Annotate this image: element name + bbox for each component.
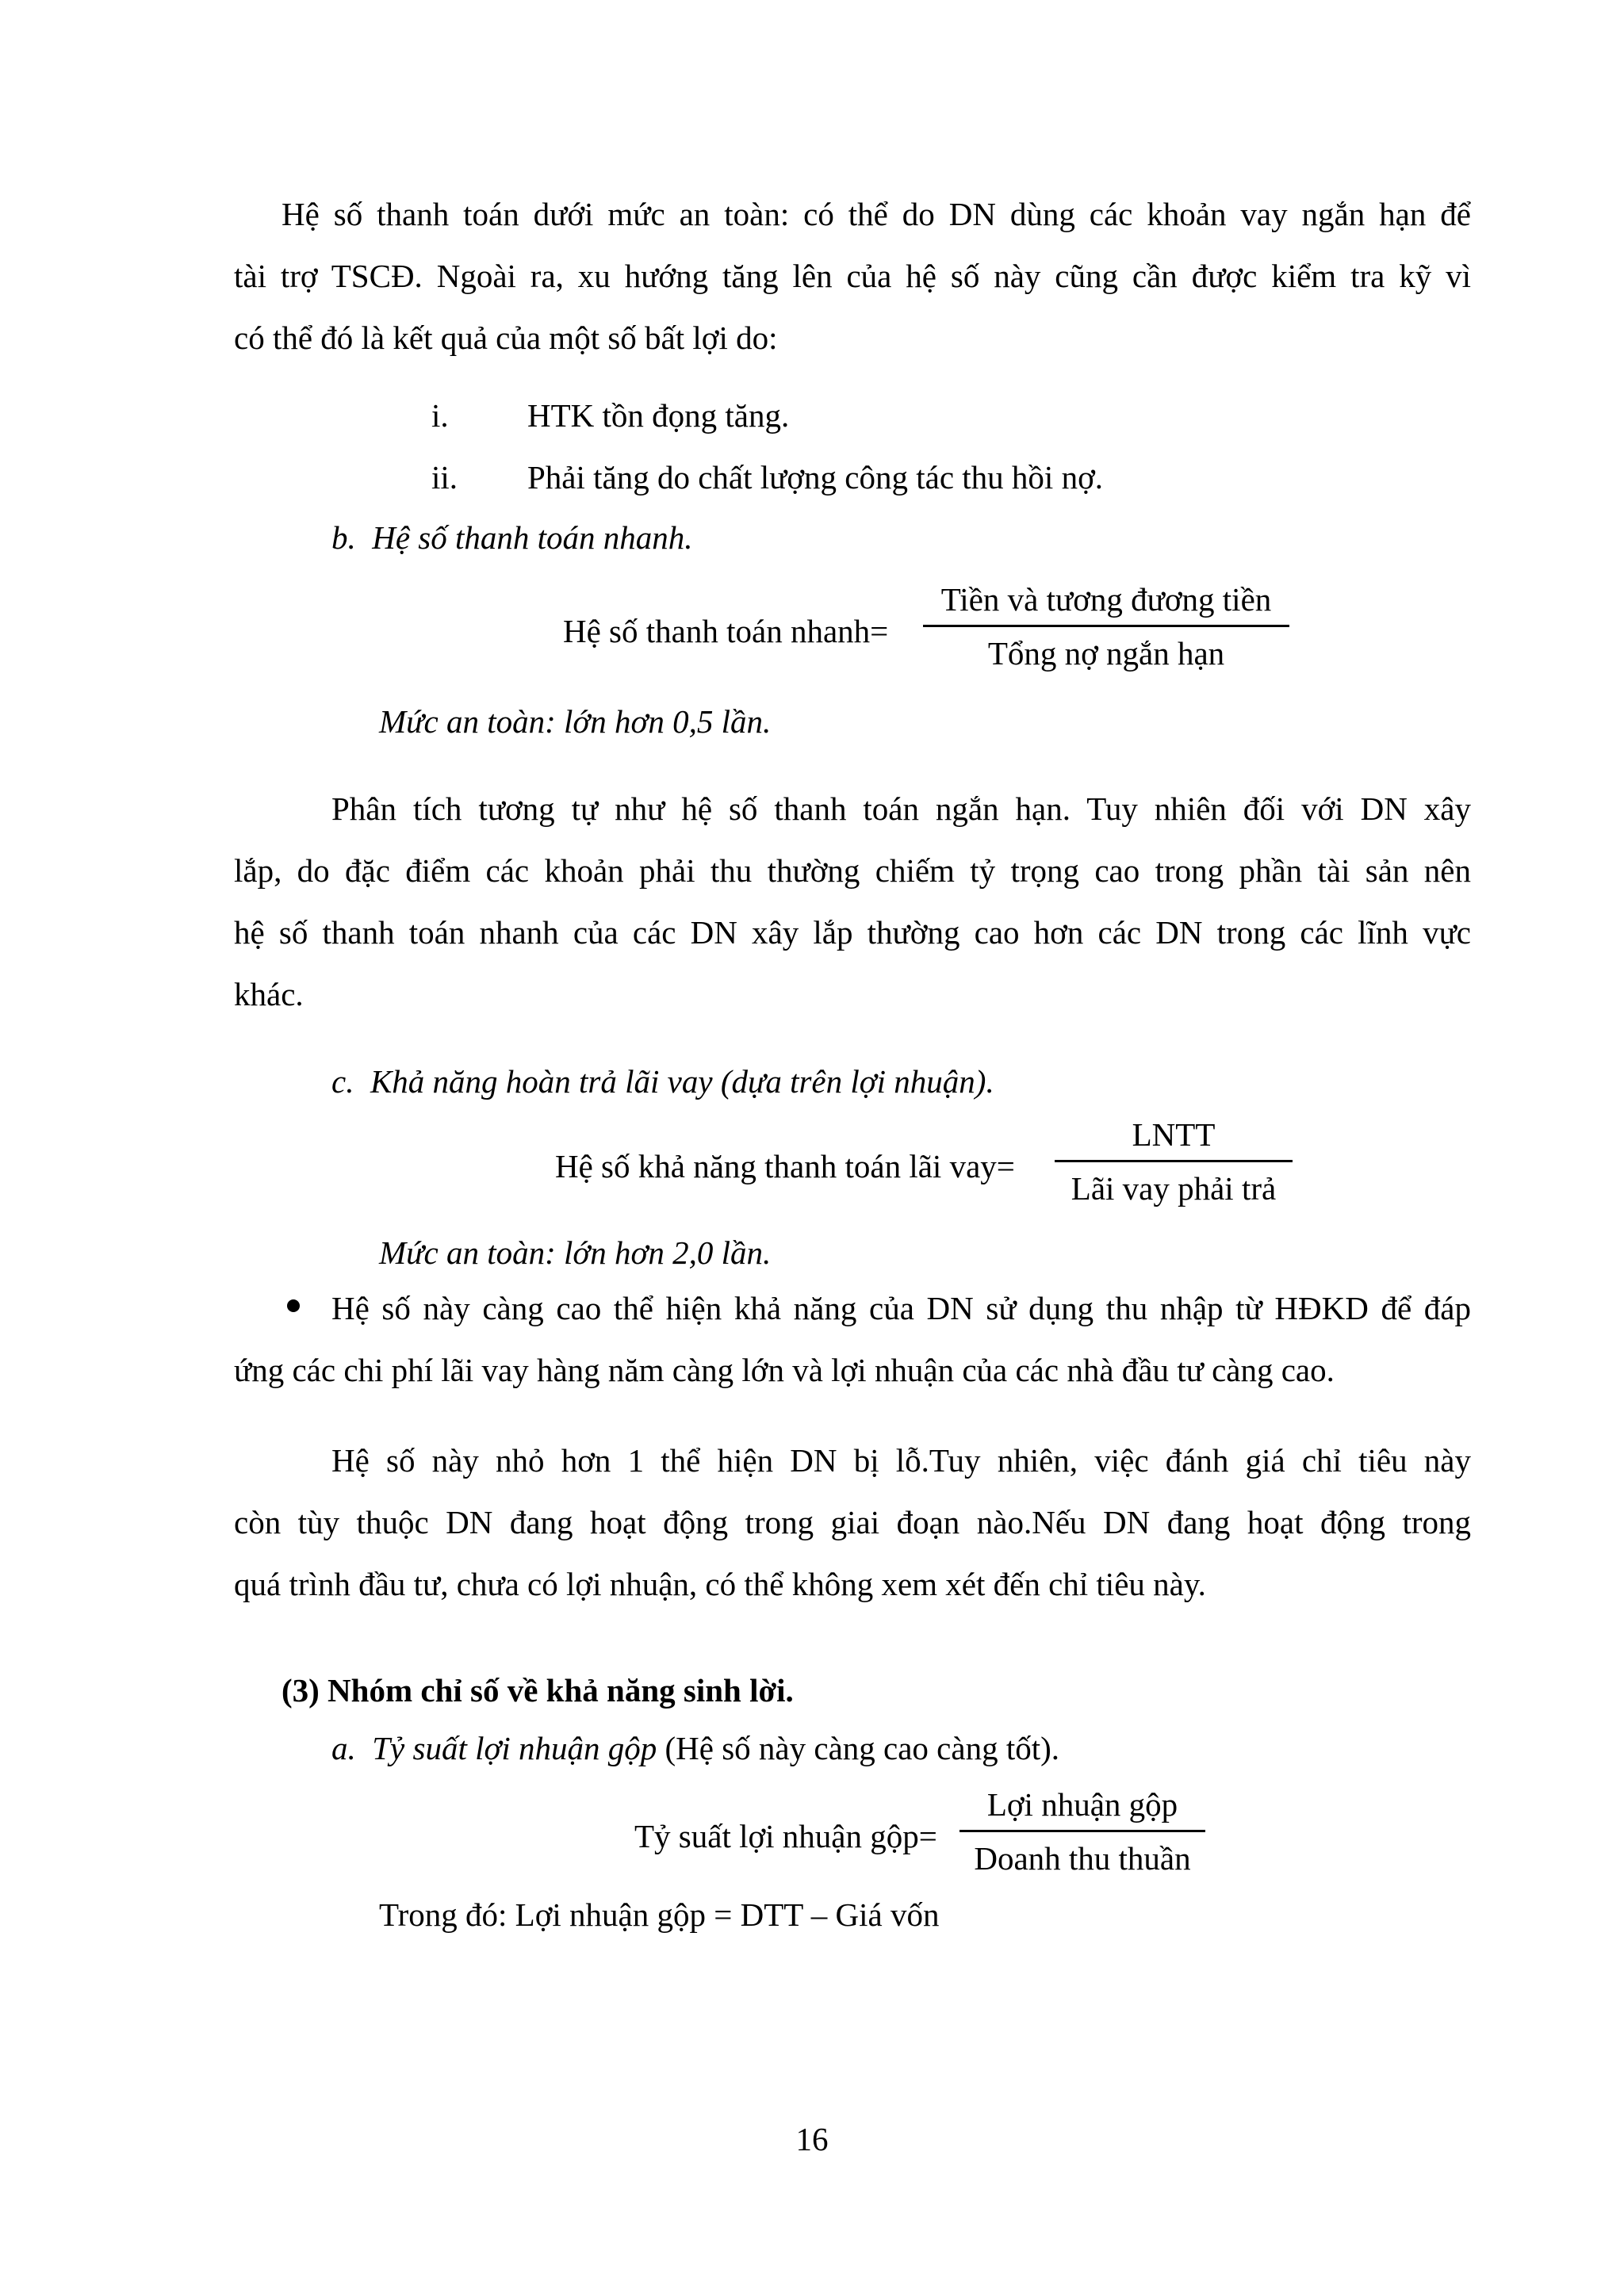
paragraph-3-line-1: Hệ số này nhỏ hơn 1 thể hiện DN bị lỗ.Tuy nhiên, việc đánh giá chỉ tiêu này bbox=[331, 1442, 1471, 1479]
formula-gross-margin-lhs: Tỷ suất lợi nhuận gộp= bbox=[634, 1818, 937, 1854]
list-item-1: HTK tồn đọng tăng. bbox=[527, 397, 790, 434]
section-3-heading: (3) Nhóm chỉ số về khả năng sinh lời. bbox=[282, 1672, 794, 1709]
formula-interest-coverage-bar bbox=[1055, 1160, 1293, 1162]
formula-gross-margin-bar bbox=[959, 1830, 1205, 1832]
bullet-paragraph-line-1: Hệ số này càng cao thể hiện khả năng của DN sử dụng thu nhập từ HĐKD để đáp bbox=[331, 1290, 1471, 1326]
section-c-heading: c. Khả năng hoàn trả lãi vay (dựa trên lợi nhuận). bbox=[331, 1063, 994, 1100]
formula-gross-margin-numerator: Lợi nhuận gộp bbox=[986, 1786, 1178, 1823]
bullet-dot bbox=[287, 1299, 300, 1312]
formula-interest-coverage-fraction bbox=[1055, 1114, 1293, 1209]
formula-quick-ratio-fraction bbox=[923, 579, 1289, 674]
paragraph-1-line-2: tài trợ TSCĐ. Ngoài ra, xu hướng tăng lên của hệ số này cũng cần được kiểm tra kỹ vì bbox=[234, 258, 1471, 294]
list-item-2: Phải tăng do chất lượng công tác thu hồi nợ. bbox=[527, 459, 1104, 496]
section-a-note: Trong đó: Lợi nhuận gộp = DTT – Giá vốn bbox=[379, 1896, 940, 1933]
section-b-heading: b. Hệ số thanh toán nhanh. bbox=[331, 519, 693, 556]
bullet-paragraph-line-2: ứng các chi phí lãi vay hàng năm càng lớn và lợi nhuận của các nhà đầu tư càng cao. bbox=[234, 1352, 1335, 1388]
paragraph-2-line-3: hệ số thanh toán nhanh của các DN xây lắp thường cao hơn các DN trong các lĩnh vực bbox=[234, 914, 1471, 951]
page-number: 16 bbox=[795, 2121, 829, 2157]
section-c-safety: Mức an toàn: lớn hơn 2,0 lần. bbox=[379, 1234, 772, 1271]
formula-quick-ratio-denominator: Tổng nợ ngắn hạn bbox=[987, 635, 1225, 672]
paragraph-1-line-3: có thể đó là kết quả của một số bất lợi do: bbox=[234, 320, 778, 356]
paragraph-2-line-4: khác. bbox=[234, 976, 304, 1012]
paragraph-2-line-2: lắp, do đặc điểm các khoản phải thu thường chiếm tỷ trọng cao trong phần tài sản nên bbox=[234, 852, 1471, 889]
section-a-heading bbox=[331, 1732, 1059, 1765]
formula-gross-margin-denominator: Doanh thu thuần bbox=[974, 1840, 1191, 1877]
section-a-heading-italic: a. Tỷ suất lợi nhuận gộp bbox=[331, 1730, 657, 1766]
formula-gross-margin-fraction bbox=[959, 1784, 1205, 1879]
list-marker-2: ii. bbox=[431, 459, 458, 496]
formula-quick-ratio-bar bbox=[923, 625, 1289, 627]
formula-interest-coverage-denominator: Lãi vay phải trả bbox=[1071, 1170, 1277, 1207]
formula-interest-coverage-lhs: Hệ số khả năng thanh toán lãi vay= bbox=[555, 1148, 1015, 1184]
formula-quick-ratio-lhs: Hệ số thanh toán nhanh= bbox=[563, 613, 889, 649]
paragraph-2-line-1: Phân tích tương tự như hệ số thanh toán ngắn hạn. Tuy nhiên đối với DN xây bbox=[331, 790, 1471, 827]
paragraph-3-line-2: còn tùy thuộc DN đang hoạt động trong giai đoạn nào.Nếu DN đang hoạt động trong bbox=[234, 1504, 1471, 1540]
section-b-safety: Mức an toàn: lớn hơn 0,5 lần. bbox=[379, 703, 772, 740]
list-marker-1: i. bbox=[431, 397, 449, 434]
paragraph-3-line-3: quá trình đầu tư, chưa có lợi nhuận, có thể không xem xét đến chỉ tiêu này. bbox=[234, 1566, 1206, 1602]
paragraph-1-line-1: Hệ số thanh toán dưới mức an toàn: có thể do DN dùng các khoản vay ngắn hạn để bbox=[282, 196, 1471, 232]
formula-interest-coverage-numerator: LNTT bbox=[1132, 1116, 1216, 1153]
section-a-heading-normal: (Hệ số này càng cao càng tốt). bbox=[657, 1730, 1060, 1766]
formula-quick-ratio-numerator: Tiền và tương đương tiền bbox=[940, 581, 1272, 618]
